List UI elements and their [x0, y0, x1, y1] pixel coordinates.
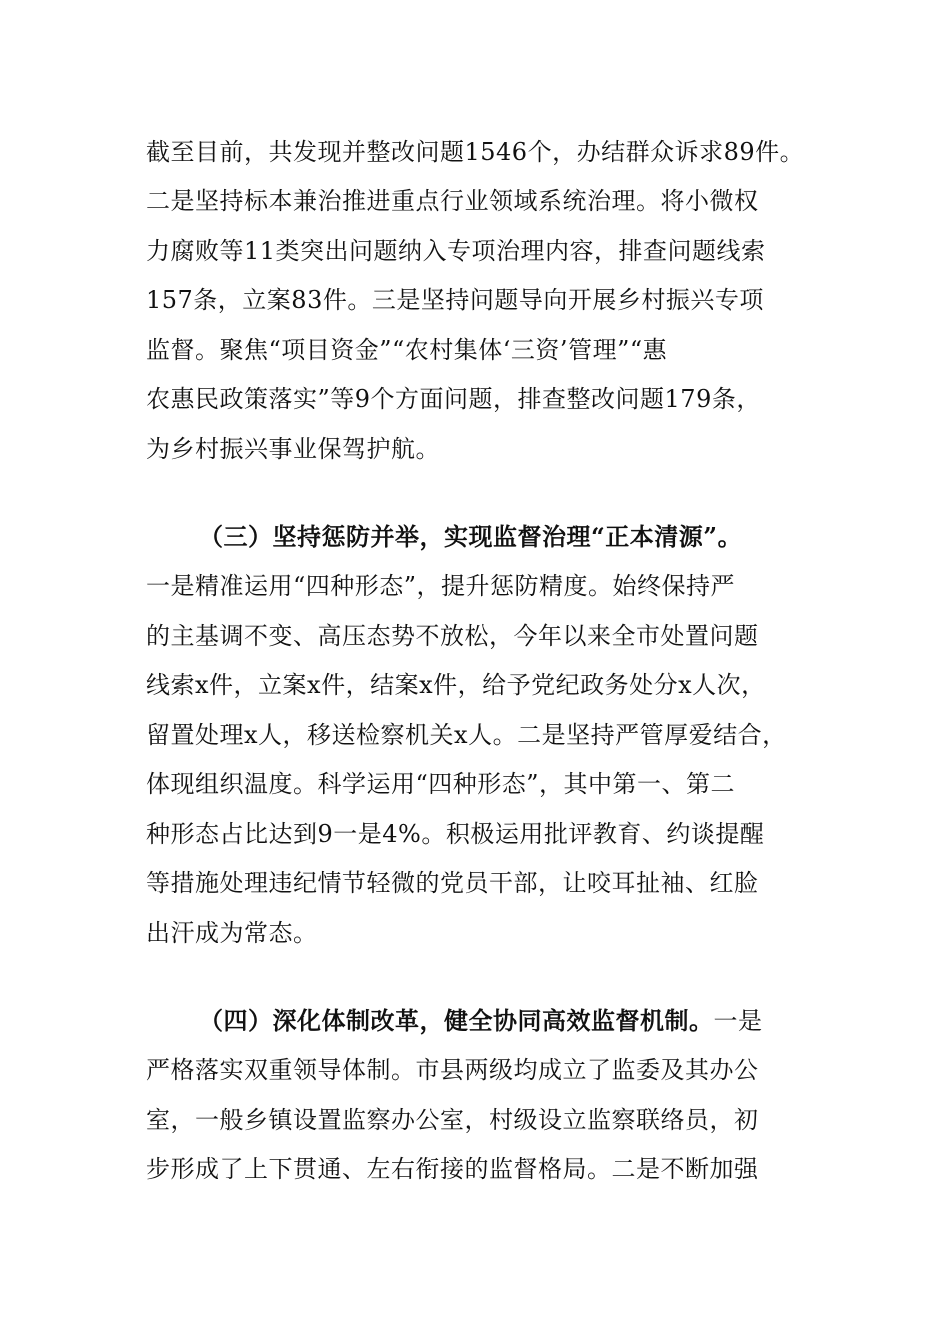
- paragraph-line: 出汗成为常态。: [146, 919, 318, 947]
- paragraph-line: 157条，立案83件。三是坚持问题导向开展乡村振兴专项: [146, 286, 764, 314]
- heading-trailing-text: 一是: [713, 1007, 763, 1035]
- paragraph-line: 种形态占比达到9一是4%。积极运用批评教育、约谈提醒: [146, 820, 765, 848]
- paragraph-line: 室，一般乡镇设置监察办公室，村级设立监察联络员，初: [146, 1106, 759, 1134]
- paragraph-line: 为乡村振兴事业保驾护航。: [146, 435, 440, 463]
- section-heading-3: （三）坚持惩防并举，实现监督治理“正本清源”。: [199, 522, 743, 551]
- paragraph-line: 截至目前，共发现并整改问题1546个，办结群众诉求89件。: [146, 138, 805, 166]
- paragraph-line: 的主基调不变、高压态势不放松，今年以来全市处置问题: [146, 622, 759, 650]
- paragraph-line: 等措施处理违纪情节轻微的党员干部，让咬耳扯袖、红脸: [146, 869, 759, 897]
- paragraph-line: 监督。聚焦“项目资金”“农村集体‘三资’管理”“惠: [146, 336, 668, 364]
- paragraph-line: 体现组织温度。科学运用“四种形态”，其中第一、第二: [146, 770, 736, 798]
- paragraph-line: 严格落实双重领导体制。市县两级均成立了监委及其办公: [146, 1056, 759, 1084]
- paragraph-line: 步形成了上下贯通、左右衔接的监督格局。二是不断加强: [146, 1155, 759, 1183]
- paragraph-line: 二是坚持标本兼治推进重点行业领域系统治理。将小微权: [146, 187, 759, 215]
- section-heading-4: （四）深化体制改革，健全协同高效监督机制。: [199, 1006, 714, 1035]
- paragraph-line: 一是精准运用“四种形态”，提升惩防精度。始终保持严: [146, 572, 736, 600]
- paragraph-line: 留置处理x人，移送检察机关x人。二是坚持严管厚爱结合，: [146, 721, 787, 749]
- paragraph-line: 力腐败等11类突出问题纳入专项治理内容，排查问题线索: [146, 237, 766, 265]
- paragraph-line: 线索x件，立案x件，结案x件，给予党纪政务处分x人次，: [146, 671, 766, 699]
- paragraph-line: 农惠民政策落实”等9个方面问题，排查整改问题179条，: [146, 385, 761, 413]
- section-heading-4-line: [199, 1006, 763, 1036]
